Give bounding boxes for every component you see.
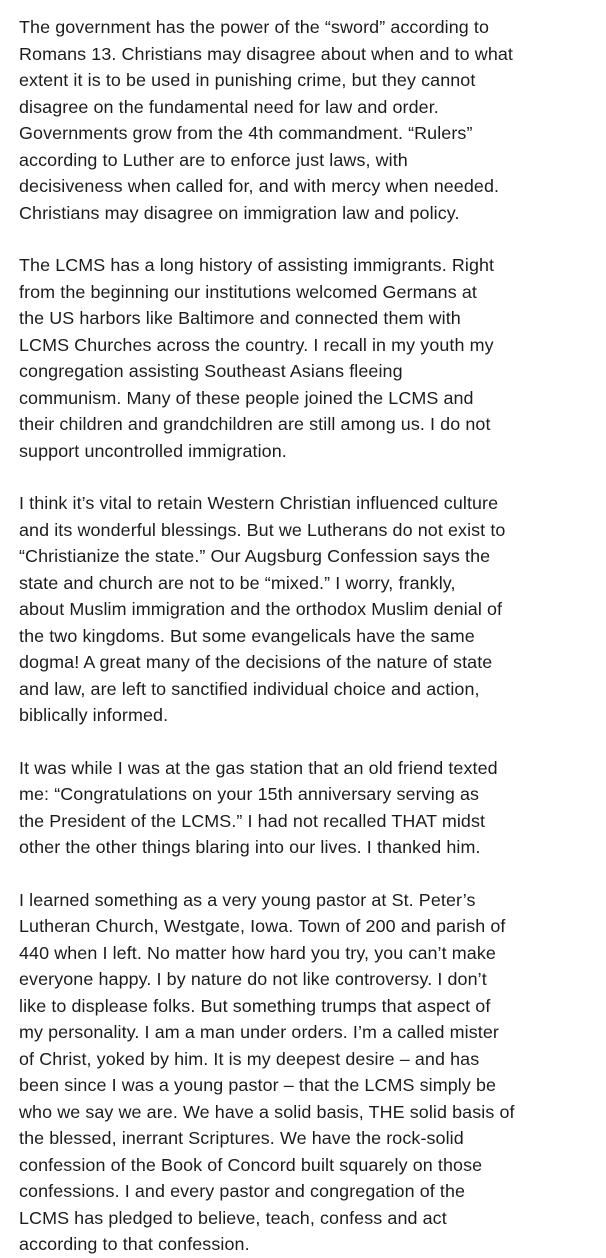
text-line: Governments grow from the 4th commandment. “Rulers” [19,123,473,143]
text-line: according to Luther are to enforce just laws, with [19,149,408,170]
text-line: confessions. I and every pastor and congregation of the [19,1181,466,1201]
text-line: Lutheran Church, Westgate, Iowa. Town of 200 and parish of [19,916,506,936]
text-line: The LCMS has a long history of assisting immigrants. Right [19,255,495,275]
text-line: LCMS has pledged to believe, teach, confess and act [19,1207,447,1228]
text-line: me: “Congratulations on your 15th anniversary serving as [19,784,480,804]
text-line: and its wonderful blessings. But we Lutherans do not exist to [19,519,506,540]
text-line: my personality. I am a man under orders. I’m a called mister [19,1022,499,1042]
text-line: Christians may disagree on immigration law and policy. [19,202,460,223]
text-line: been since I was a young pastor – that the LCMS simply be [19,1075,497,1095]
text-line: who we say we are. We have a solid basis, THE solid basis of [19,1101,515,1122]
text-line: extent it is to be used in punishing crime, but they cannot [19,70,476,90]
text-line: I learned something as a very young pastor at St. Peter’s [19,889,476,910]
text-line: the US harbors like Baltimore and connected them with [19,308,461,328]
text-line: like to displease folks. But something trumps that aspect of [19,995,491,1016]
text-line: everyone happy. I by nature do not like controversy. I don’t [19,969,487,989]
text-line: It was while I was at the gas station that an old friend texted [19,757,498,778]
paragraph-2 [19,252,590,464]
text-line: other the other things blaring into our lives. I thanked him. [19,837,481,857]
paragraph-5 [19,887,590,1258]
text-line: state and church are not to be “mixed.” I worry, frankly, [19,572,456,593]
text-line: dogma! A great many of the decisions of the nature of state [19,652,493,672]
text-line: of Christ, yoked by him. It is my deepest desire – and has [19,1048,480,1069]
text-line: according to that confession. [19,1234,250,1254]
text-line: about Muslim immigration and the orthodox Muslim denial of [19,599,503,619]
paragraph-4 [19,755,590,861]
text-line: the two kingdoms. But some evangelicals have the same [19,625,475,646]
text-line: communism. Many of these people joined the LCMS and [19,387,474,408]
text-line: the President of the LCMS.” I had not recalled THAT midst [19,810,486,831]
text-line: confession of the Book of Concord built squarely on those [19,1154,483,1175]
text-line: disagree on the fundamental need for law and order. [19,96,439,117]
text-line: The government has the power of the “sword” according to [19,17,490,37]
text-line: their children and grandchildren are still among us. I do not [19,414,491,434]
text-line: “Christianize the state.” Our Augsburg Confession says the [19,546,491,566]
text-line: congregation assisting Southeast Asians fleeing [19,361,403,381]
text-line: support uncontrolled immigration. [19,440,287,461]
text-line: and law, are left to sanctified individual choice and action, [19,678,480,699]
text-line: decisiveness when called for, and with mercy when needed. [19,176,500,196]
paragraph-1 [19,14,590,226]
text-line: I think it’s vital to retain Western Christian influenced culture [19,493,499,513]
text-line: the blessed, inerrant Scriptures. We have the rock-solid [19,1128,464,1148]
text-line: 440 when I left. No matter how hard you try, you can’t make [19,942,496,963]
paragraph-3 [19,490,590,729]
text-line: Romans 13. Christians may disagree about when and to what [19,43,513,64]
text-line: from the beginning our institutions welcomed Germans at [19,281,477,302]
text-line: LCMS Churches across the country. I recall in my youth my [19,334,494,355]
text-line: biblically informed. [19,705,169,725]
